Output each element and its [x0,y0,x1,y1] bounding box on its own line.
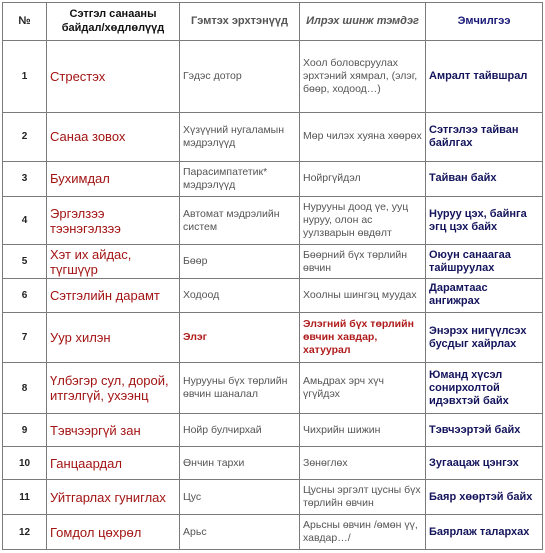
symptom: Бөөрний бүх төрлийн өвчин [300,245,426,279]
row-number: 8 [3,363,47,414]
table-row [3,480,543,515]
affected-organ: Хүзүүний нугаламын мэдрэлүүд [180,112,300,161]
treatment: Тэвчээртэй байх [426,414,543,447]
treatment: Оюун санаагаа тайшруулах [426,245,543,279]
treatment: Энэрэх нигүүлсэх бусдыг хайрлах [426,312,543,362]
affected-organ: Гэдэс дотор [180,40,300,112]
emotional-state: Санаа зовох [47,112,180,161]
table-row [3,40,543,112]
affected-organ: Элэг [180,312,300,362]
table-row [3,245,543,279]
row-number: 6 [3,279,47,313]
header-row [3,3,543,41]
affected-organ: Арьс [180,515,300,550]
emotional-state: Тэвчээргүй зан [47,414,180,447]
symptom: Чихрийн шижин [300,414,426,447]
row-number: 10 [3,447,47,480]
emotional-state: Эргэлзээ тээнэгэлзээ [47,196,180,244]
emotional-state: Сэтгэлийн дарамт [47,279,180,313]
symptom: Хоол боловсруулах эрхтэний хямрал, (элэг, бөөр, ходоод…) [300,40,426,112]
treatment: Баярлаж талархах [426,515,543,550]
row-number: 1 [3,40,47,112]
affected-organ: Өнчин тархи [180,447,300,480]
treatment: Тайван байх [426,162,543,197]
affected-organ: Бөөр [180,245,300,279]
emotional-state: Уйтгарлах гуниглах [47,480,180,515]
table-row [3,112,543,161]
table-row [3,196,543,244]
emotional-state: Гомдол цөхрөл [47,515,180,550]
table-row [3,279,543,313]
affected-organ: Цус [180,480,300,515]
header-symptoms: Илрэх шинж тэмдэг [300,3,426,41]
emotional-state: Ганцаардал [47,447,180,480]
emotion-organ-table [2,2,543,550]
row-number: 7 [3,312,47,362]
row-number: 9 [3,414,47,447]
affected-organ: Нурууны бүх төрлийн өвчин шаналал [180,363,300,414]
affected-organ: Парасимпатетик* мэдрэлүүд [180,162,300,197]
table-row [3,162,543,197]
emotional-state: Хэт их айдас, түгшүүр [47,245,180,279]
table-row [3,515,543,550]
symptom: Мөр чилэх хуяна хөөрөх [300,112,426,161]
symptom: Нойргүйдэл [300,162,426,197]
header-affected-organs: Гэмтэх эрхтэнүүд [180,3,300,41]
header-number: № [3,3,47,41]
treatment: Зугаацаж цэнгэх [426,447,543,480]
affected-organ: Нойр булчирхай [180,414,300,447]
affected-organ: Ходоод [180,279,300,313]
header-emotional-state: Сэтгэл санааны байдал/хөдлөлүүд [47,3,180,41]
emotional-state: Үлбэгэр сул, дорой, итгэлгүй, ухээнц [47,363,180,414]
table-row [3,447,543,480]
treatment: Амралт тайвшрал [426,40,543,112]
treatment: Дарамтаас ангижрах [426,279,543,313]
symptom: Амьдрах эрч хүч үгүйдэх [300,363,426,414]
symptom: Хоолны шингэц муудах [300,279,426,313]
emotional-state: Бухимдал [47,162,180,197]
table-row [3,363,543,414]
affected-organ: Автомат мэдрэлийн систем [180,196,300,244]
treatment: Юманд хүсэл сонирхолтой идэвхтэй байх [426,363,543,414]
treatment: Нуруу цэх, байнга эгц цэх байх [426,196,543,244]
treatment: Сэтгэлээ тайван байлгах [426,112,543,161]
symptom: Нурууны доод үе, ууц нуруу, олон ас уулзварын өвдөлт [300,196,426,244]
symptom: Цусны эргэлт цусны бүх төрлийн өвчин [300,480,426,515]
row-number: 5 [3,245,47,279]
treatment: Баяр хөөртэй байх [426,480,543,515]
row-number: 2 [3,112,47,161]
row-number: 11 [3,480,47,515]
row-number: 12 [3,515,47,550]
symptom: Арьсны өвчин /өмөн үү, хавдар…/ [300,515,426,550]
table-row [3,312,543,362]
emotional-state: Уур хилэн [47,312,180,362]
symptom: Элэгний бүх төрлийн өвчин хавдар, хатуурал [300,312,426,362]
table-row [3,414,543,447]
row-number: 3 [3,162,47,197]
emotional-state: Стрестэх [47,40,180,112]
header-treatment: Эмчилгээ [426,3,543,41]
row-number: 4 [3,196,47,244]
symptom: Зөнөглөх [300,447,426,480]
